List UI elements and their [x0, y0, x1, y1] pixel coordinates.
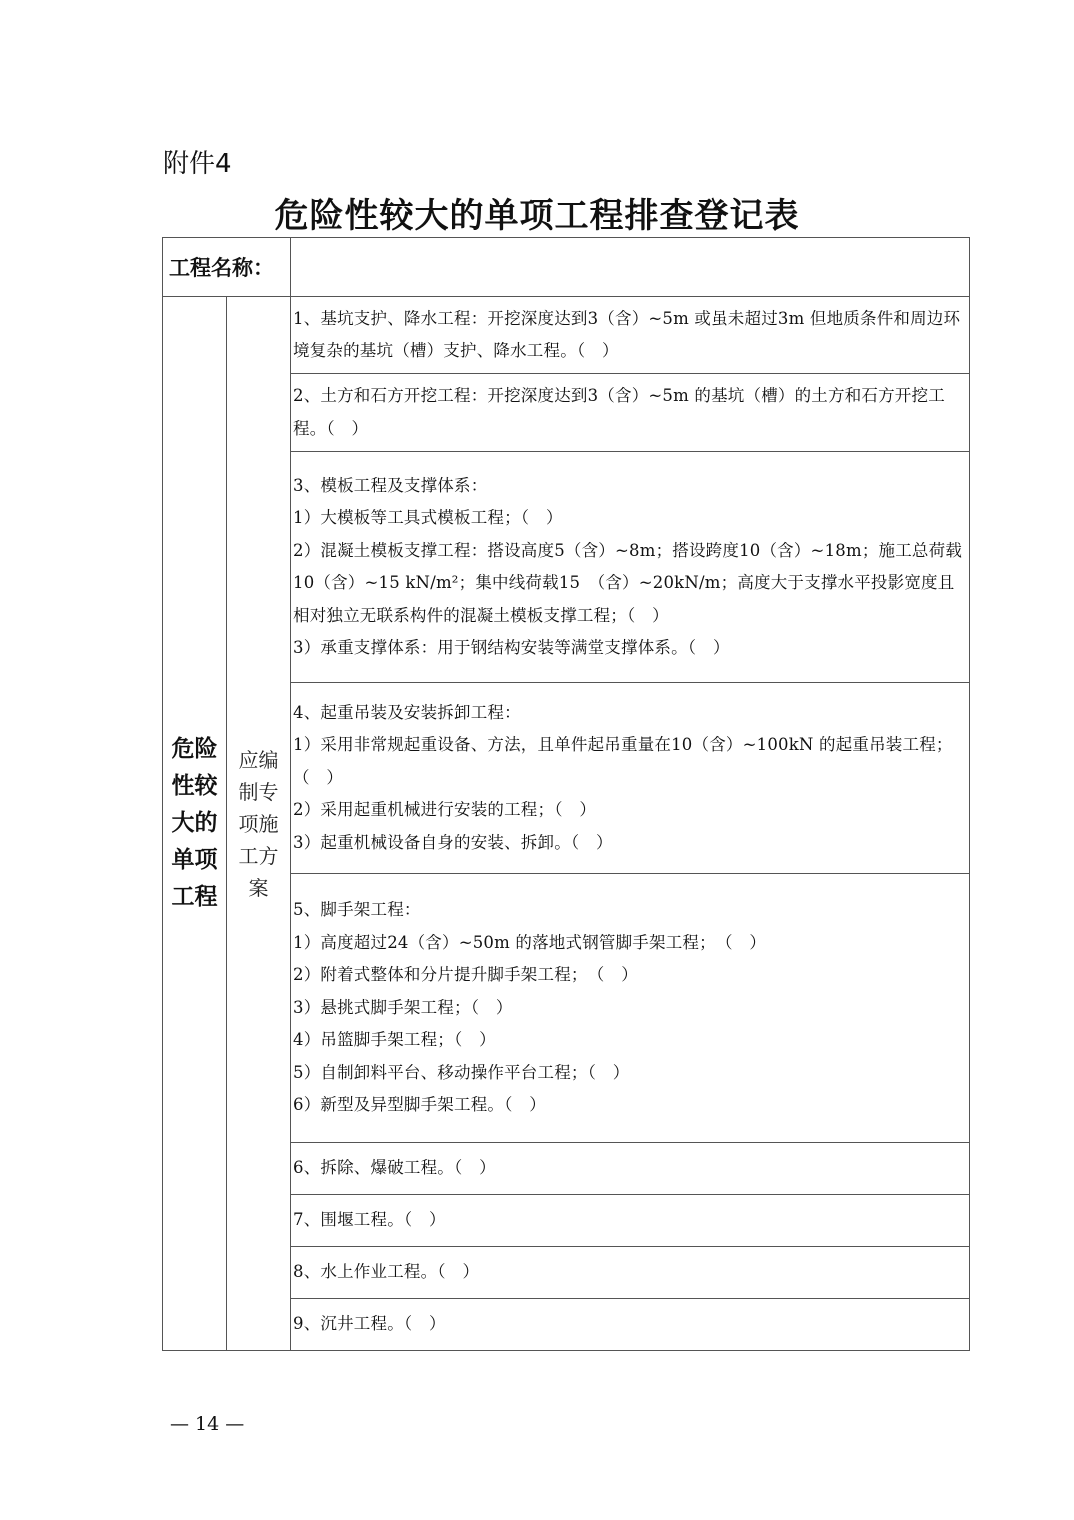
category-main-line: 性较	[171, 773, 218, 799]
item-line: 5）自制卸料平台、移动操作平台工程；（ ）	[293, 1062, 630, 1082]
item-line: 1）大模板等工具式模板工程；（ ）	[293, 508, 563, 527]
page-title: 危险性较大的单项工程排查登记表	[274, 196, 800, 236]
registration-table	[162, 237, 970, 1351]
item-line: 1、基坑支护、降水工程：开挖深度达到3（含）~5m 或虽未超过3m 但地质条件和周边环境复杂的基坑（槽）支护、降水工程。（ ）	[293, 308, 961, 360]
item-cell-7	[291, 1195, 970, 1247]
item-line: 3）起重机械设备自身的安装、拆卸。（ ）	[293, 832, 613, 852]
item-line: 4、起重吊装及安装拆卸工程：	[293, 702, 521, 722]
category-sub-line: 应编	[238, 747, 279, 772]
item-line: 2、土方和石方开挖工程：开挖深度达到3（含）~5m 的基坑（槽）的土方和石方开挖工程。（ ）	[293, 386, 945, 438]
item-line: 4）吊篮脚手架工程；（ ）	[293, 1030, 496, 1050]
item-cell-1	[291, 297, 970, 374]
item-row-1	[163, 297, 970, 374]
project-name-label: 工程名称：	[163, 238, 291, 297]
category-main-line: 单项	[171, 847, 218, 873]
item-line: 1）采用非常规起重设备、方法，且单件起吊重量在10（含）~100kN 的起重吊装工程；（ ）	[293, 735, 953, 787]
item-cell-4	[291, 683, 970, 874]
category-main-line: 大的	[171, 810, 218, 836]
item-line: 6、拆除、爆破工程。（ ）	[293, 1158, 496, 1178]
item-line: 3）悬挑式脚手架工程；（ ）	[293, 997, 513, 1017]
item-cell-8	[291, 1247, 970, 1299]
item-line: 3）承重支撑体系：用于钢结构安装等满堂支撑体系。（ ）	[293, 638, 730, 657]
item-line: 3、模板工程及支撑体系：	[293, 475, 488, 495]
item-line: 6）新型及异型脚手架工程。（ ）	[293, 1095, 546, 1115]
project-name-field[interactable]	[291, 238, 970, 297]
item-line: 7、围堰工程。（ ）	[293, 1210, 446, 1230]
attachment-label: 附件4	[163, 149, 232, 179]
category-sub-cell	[227, 297, 291, 1351]
item-cell-6	[291, 1143, 970, 1195]
item-cell-2	[291, 374, 970, 452]
category-main-line: 危险	[171, 736, 218, 762]
category-main-line: 工程	[171, 884, 218, 910]
item-line: 2）采用起重机械进行安装的工程；（ ）	[293, 800, 597, 820]
category-sub-line: 项施	[238, 811, 279, 836]
item-cell-3	[291, 452, 970, 683]
project-name-row	[163, 238, 970, 297]
item-line: 8、水上作业工程。（ ）	[293, 1262, 480, 1282]
category-sub-line: 制专	[238, 779, 279, 804]
item-line: 2）混凝土模板支撑工程：搭设高度5（含）~8m；搭设跨度10（含）~18m；施工总荷载10（含）~15 kN/m²；集中线荷载15 （含）~20kN/m；高度大于支撑水平投影宽度且相对独立无联系构件的混凝土模板支撑工程；（ ）	[293, 540, 963, 625]
category-sub-line: 工方	[238, 843, 279, 868]
item-line: 1）高度超过24（含）~50m 的落地式钢管脚手架工程； （ ）	[293, 932, 767, 952]
item-line: 9、沉井工程。（ ）	[293, 1314, 446, 1334]
item-cell-9	[291, 1299, 970, 1351]
item-cell-5	[291, 874, 970, 1143]
item-line: 2）附着式整体和分片提升脚手架工程； （ ）	[293, 965, 638, 985]
page-number: — 14 —	[170, 1413, 245, 1435]
item-line: 5、脚手架工程：	[293, 900, 421, 920]
category-main-cell	[163, 297, 227, 1351]
category-sub-line: 案	[248, 875, 269, 900]
